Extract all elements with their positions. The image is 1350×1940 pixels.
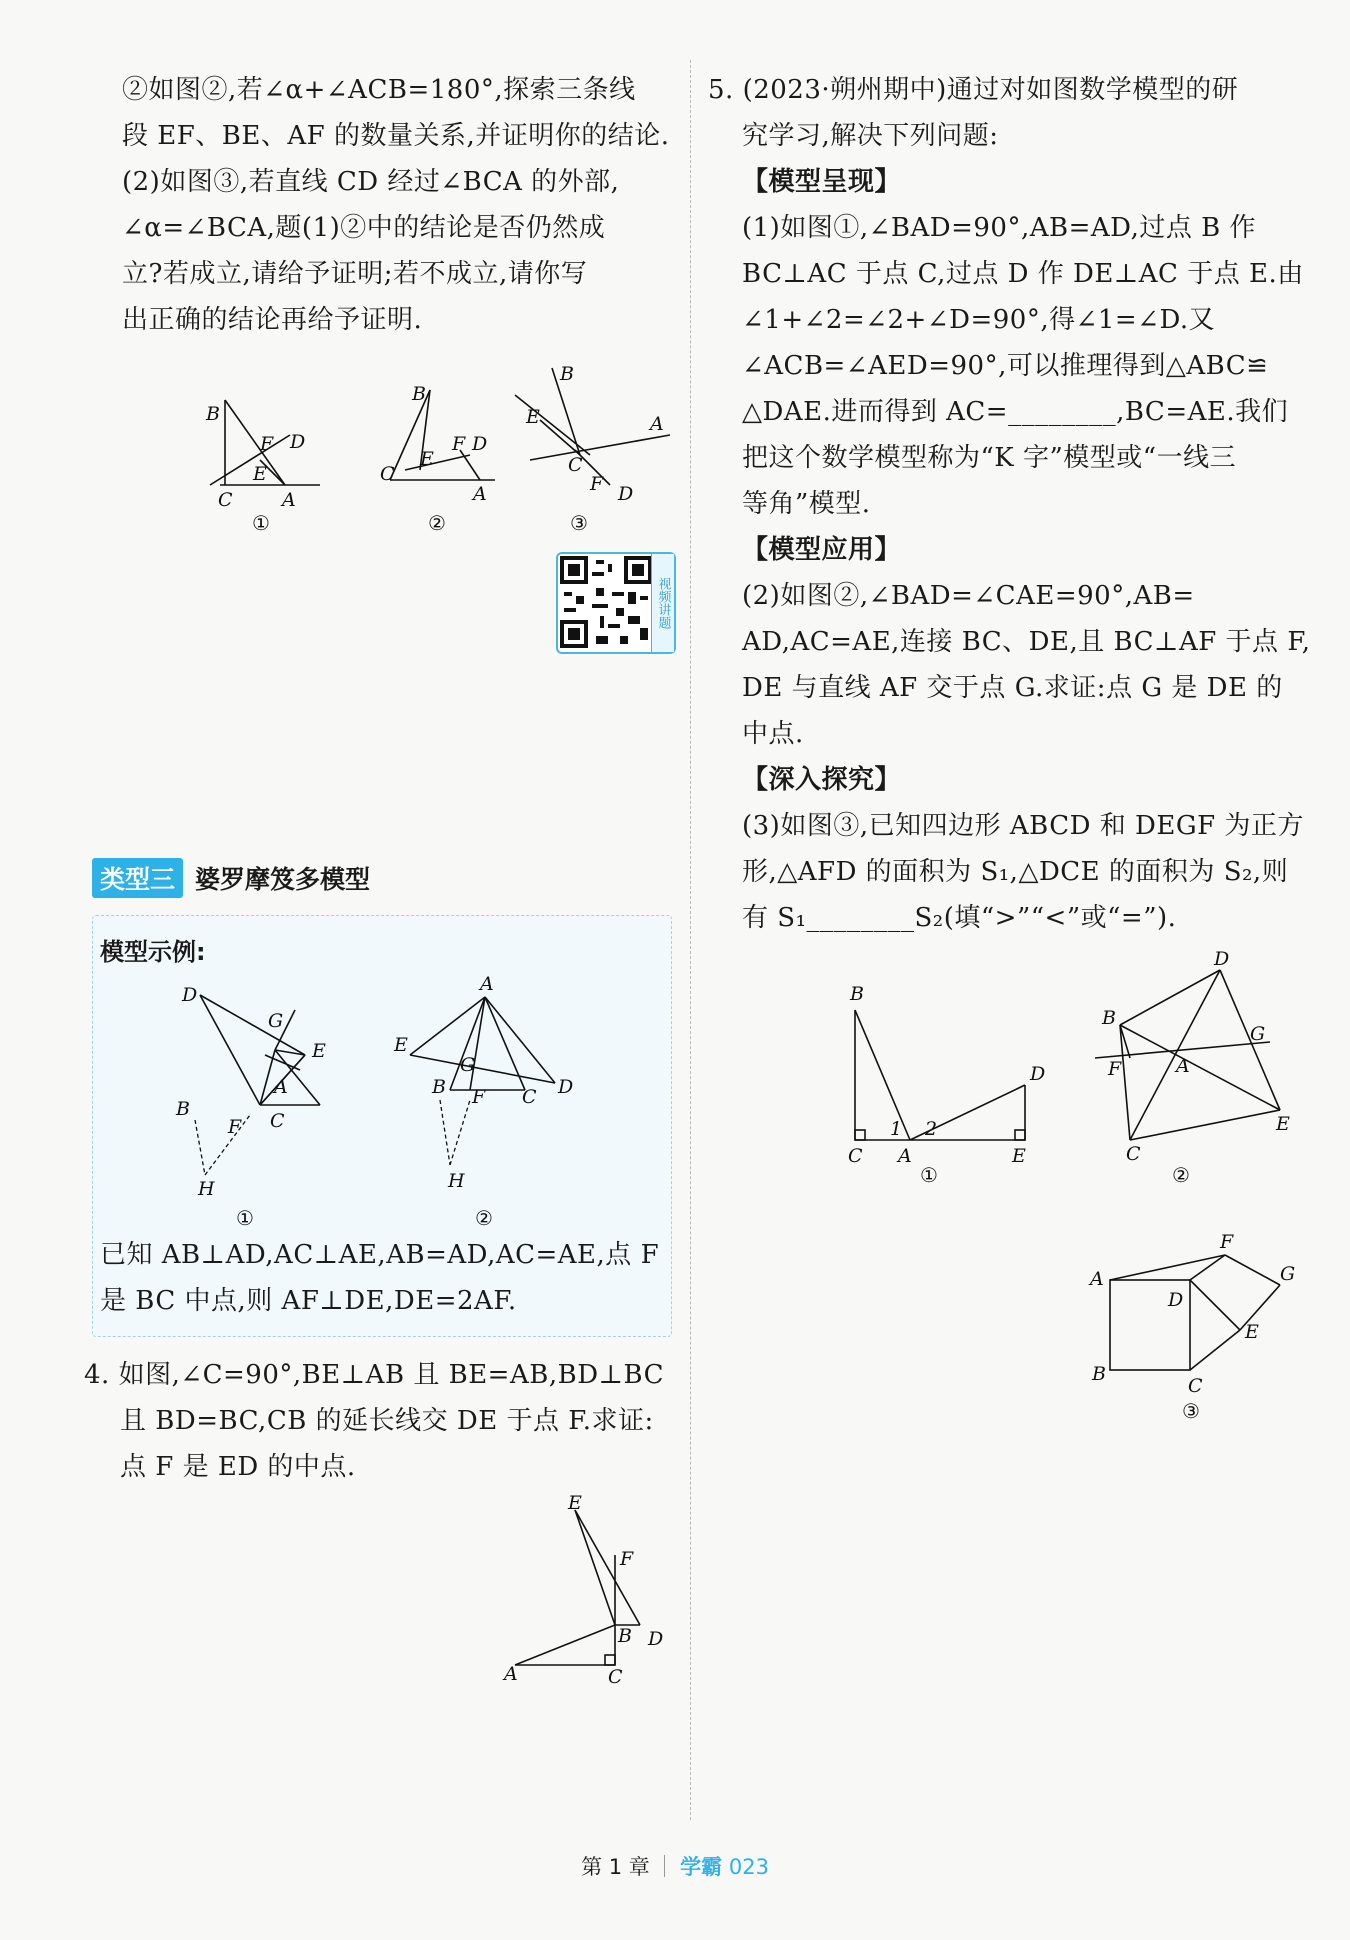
svg-text:G: G	[268, 1010, 284, 1032]
left-text-line: 出正确的结论再给予证明.	[122, 305, 423, 335]
svg-text:D: D	[290, 431, 306, 453]
svg-text:A: A	[650, 413, 664, 435]
svg-text:E: E	[420, 448, 434, 470]
svg-text:1: 1	[890, 1118, 903, 1140]
figure-label: ①	[236, 1206, 254, 1230]
figure-label: ①	[920, 1163, 938, 1187]
figure-label: ②	[1172, 1163, 1190, 1187]
svg-text:C: C	[608, 1666, 623, 1688]
svg-text:F: F	[590, 473, 604, 495]
svg-text:D: D	[1030, 1063, 1046, 1085]
page-footer	[0, 1851, 1350, 1881]
svg-text:A: A	[274, 1076, 288, 1098]
left-text-line: ②如图②,若∠α+∠ACB=180°,探索三条线	[122, 75, 636, 105]
figures-q3	[190, 360, 680, 540]
svg-text:D: D	[648, 1628, 664, 1650]
model-example-head: 模型示例:	[100, 938, 206, 966]
svg-text:H: H	[198, 1178, 215, 1200]
svg-text:B: B	[618, 1625, 632, 1647]
svg-text:E: E	[312, 1040, 326, 1062]
left-text-line: 立?若成立,请给予证明;若不成立,请你写	[122, 259, 588, 289]
right-text-line: 把这个数学模型称为“K 字”模型或“一线三	[742, 443, 1237, 473]
right-text-line: (1)如图①,∠BAD=90°,AB=AD,过点 B 作	[742, 213, 1257, 243]
svg-text:F: F	[228, 1116, 242, 1138]
svg-text:E: E	[253, 463, 267, 485]
svg-text:A: A	[504, 1663, 518, 1685]
svg-text:F: F	[1220, 1231, 1234, 1253]
qr-label: 视频讲题	[651, 554, 674, 652]
right-text-line: (2)如图②,∠BAD=∠CAE=90°,AB=	[742, 581, 1195, 611]
svg-text:C: C	[270, 1110, 285, 1132]
svg-text:B: B	[560, 363, 574, 385]
right-text-line: ∠1+∠2=∠2+∠D=90°,得∠1=∠D.又	[742, 305, 1216, 335]
svg-text:D: D	[472, 433, 488, 455]
left-text-line: ∠α=∠BCA,题(1)②中的结论是否仍然成	[122, 213, 606, 243]
right-text-line: 形,△AFD 的面积为 S₁,△DCE 的面积为 S₂,则	[742, 857, 1289, 887]
right-text-line: 【模型应用】	[742, 535, 902, 565]
footer-brand: 学霸	[680, 1855, 723, 1879]
figure-label: ①	[252, 511, 270, 535]
svg-text:D: D	[1214, 948, 1230, 970]
figures-q5	[830, 950, 1300, 1190]
svg-text:H: H	[448, 1170, 465, 1192]
svg-text:B: B	[1092, 1363, 1106, 1385]
svg-text:A: A	[1176, 1055, 1190, 1077]
right-text-line: 究学习,解决下列问题:	[742, 121, 999, 151]
svg-text:C: C	[380, 463, 395, 485]
model-text-line: 是 BC 中点,则 AF⊥DE,DE=2AF.	[100, 1286, 517, 1316]
right-text-line: △DAE.进而得到 AC=________,BC=AE.我们	[742, 397, 1289, 427]
svg-text:B: B	[206, 403, 220, 425]
right-text-line: 【深入探究】	[742, 765, 902, 795]
svg-text:F: F	[1108, 1058, 1122, 1080]
figure-label: ③	[570, 511, 588, 535]
svg-text:A: A	[473, 483, 487, 505]
svg-text:B: B	[850, 983, 864, 1005]
qr-code[interactable]	[556, 552, 676, 654]
right-text-line: 中点.	[742, 719, 804, 749]
figure-q4	[490, 1492, 680, 1695]
svg-text:C: C	[848, 1145, 863, 1167]
right-text-line: AD,AC=AE,连接 BC、DE,且 BC⊥AF 于点 F,	[742, 627, 1311, 657]
section-badge: 类型三	[92, 858, 183, 898]
svg-text:E: E	[394, 1034, 408, 1056]
svg-text:C: C	[522, 1086, 537, 1108]
right-text-line: ∠ACB=∠AED=90°,可以推理得到△ABC≌	[742, 351, 1269, 381]
footer-separator	[664, 1855, 665, 1877]
q4-text-line: 且 BD=BC,CB 的延长线交 DE 于点 F.求证:	[120, 1406, 654, 1436]
section-title-text: 婆罗摩笈多模型	[195, 865, 371, 894]
qr-pattern-icon	[560, 556, 652, 648]
figure-q5-3	[1080, 1200, 1300, 1430]
svg-text:B: B	[1102, 1007, 1116, 1029]
right-text-line: BC⊥AC 于点 C,过点 D 作 DE⊥AC 于点 E.由	[742, 259, 1304, 289]
svg-text:E: E	[1276, 1113, 1290, 1135]
figure-label: ③	[1182, 1399, 1200, 1423]
svg-text:C: C	[568, 454, 583, 476]
svg-text:C: C	[1188, 1375, 1203, 1397]
svg-text:F: F	[472, 1086, 486, 1108]
svg-text:A: A	[480, 973, 494, 995]
svg-text:C: C	[1126, 1143, 1141, 1165]
right-text-line: 【模型呈现】	[742, 167, 902, 197]
svg-text:G: G	[1280, 1263, 1296, 1285]
footer-page-number: 023	[728, 1855, 769, 1879]
q4-text-line: 4. 如图,∠C=90°,BE⊥AB 且 BE=AB,BD⊥BC	[84, 1360, 665, 1390]
svg-text:2: 2	[925, 1118, 938, 1140]
svg-text:B: B	[176, 1098, 190, 1120]
svg-text:A: A	[282, 489, 296, 511]
svg-text:E: E	[526, 406, 540, 428]
left-text-line: (2)如图③,若直线 CD 经过∠BCA 的外部,	[122, 167, 620, 197]
q4-text-line: 点 F 是 ED 的中点.	[120, 1452, 356, 1482]
svg-text:E: E	[1245, 1321, 1259, 1343]
figure-label: ②	[475, 1206, 493, 1230]
figure-label: ②	[428, 511, 446, 535]
svg-text:F: F	[260, 433, 274, 455]
right-text-line: 有 S₁________S₂(填“>”“<”或“=”).	[742, 903, 1177, 933]
model-text-line: 已知 AB⊥AD,AC⊥AE,AB=AD,AC=AE,点 F	[100, 1240, 660, 1270]
right-text-line: (3)如图③,已知四边形 ABCD 和 DEGF 为正方	[742, 811, 1304, 841]
svg-text:G: G	[460, 1054, 476, 1076]
section-title	[92, 858, 370, 898]
svg-text:D: D	[618, 483, 634, 505]
svg-text:E: E	[568, 1492, 582, 1514]
right-text-line: DE 与直线 AF 交于点 G.求证:点 G 是 DE 的	[742, 673, 1283, 703]
svg-text:F: F	[452, 433, 466, 455]
svg-text:F: F	[620, 1548, 634, 1570]
svg-text:A: A	[1090, 1268, 1104, 1290]
left-text-line: 段 EF、BE、AF 的数量关系,并证明你的结论.	[122, 121, 670, 151]
svg-text:C: C	[218, 489, 233, 511]
right-text-line: 5. (2023·朔州期中)通过对如图数学模型的研	[708, 75, 1239, 105]
svg-text:D: D	[558, 1076, 574, 1098]
svg-text:D: D	[182, 984, 198, 1006]
svg-text:E: E	[1012, 1145, 1026, 1167]
svg-text:G: G	[1250, 1023, 1266, 1045]
svg-text:B: B	[412, 383, 426, 405]
footer-chapter: 第 1 章	[581, 1855, 650, 1879]
svg-text:D: D	[1168, 1289, 1184, 1311]
right-text-line: 等角”模型.	[742, 489, 871, 519]
figures-model	[150, 973, 620, 1230]
column-divider	[690, 60, 691, 1820]
svg-text:B: B	[432, 1076, 446, 1098]
svg-text:A: A	[898, 1145, 912, 1167]
